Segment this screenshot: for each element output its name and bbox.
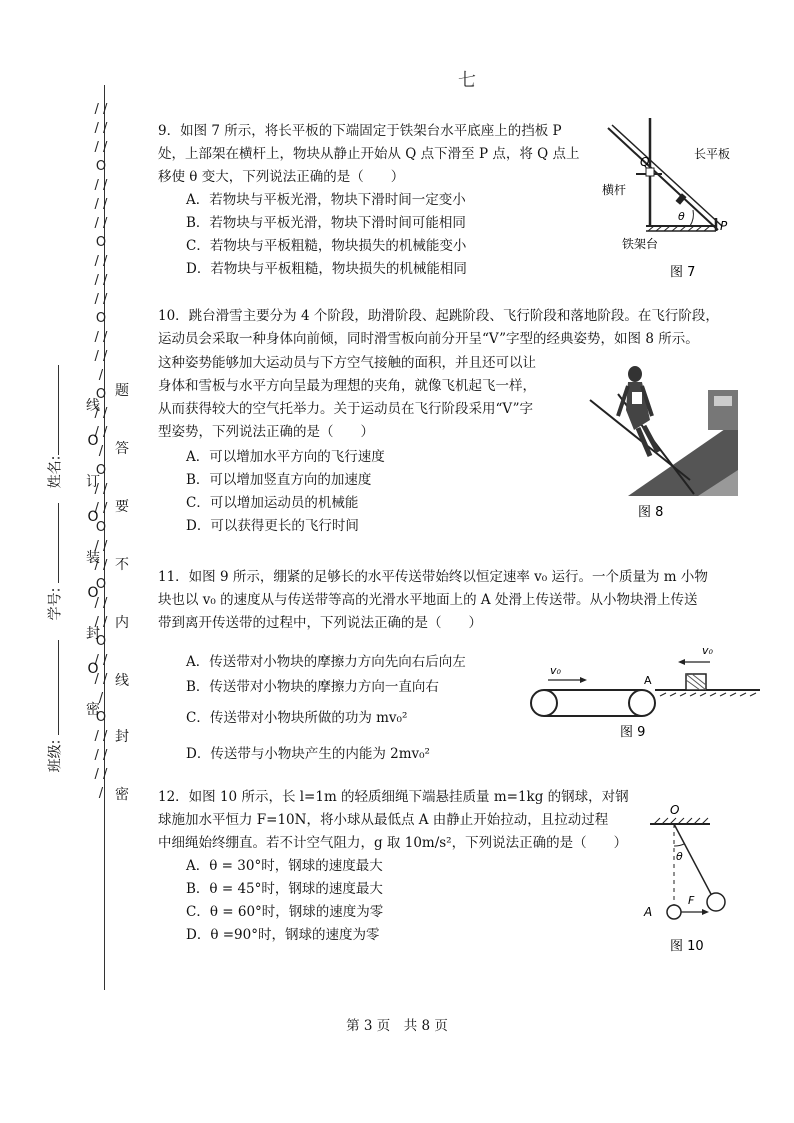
question-text-line: 这种姿势能够加大运动员与下方空气接触的面积，并且还可以让: [158, 355, 536, 371]
question-text-line: 移使 θ 变大，下列说法正确的是（ ）: [158, 169, 405, 185]
option-d[interactable]: D．θ =90°时，钢球的速度为零: [186, 927, 380, 943]
seal-char: 线: [86, 398, 100, 414]
fig10-caption: 图 10: [670, 939, 704, 954]
binding-char: 线: [115, 673, 129, 689]
option-a[interactable]: A．若物块与平板光滑，物块下滑时间一定变小: [186, 192, 466, 208]
class-label: 班级:: [47, 739, 64, 773]
binding-char: 内: [115, 615, 129, 631]
question-text-line: 运动员会采取一种身体向前倾，同时滑雪板向前分开呈“V”字型的经典姿势，如图 8 所示。: [158, 331, 699, 347]
page-footer: 第 3 页 共 8 页: [346, 1018, 448, 1034]
question-text-line: 块也以 v₀ 的速度从与传送带等高的光滑水平地面上的 A 处滑上传送带。从小物块滑上传送: [158, 592, 698, 608]
fig7-label-p: P: [720, 219, 728, 233]
question-text-line: 从而获得较大的空气托举力。关于运动员在飞行阶段采用“V”字: [158, 401, 534, 417]
name-label: 姓名:: [47, 455, 64, 489]
fig9-label-v0-block: v₀: [702, 644, 713, 657]
fig10-label-theta: θ: [676, 850, 683, 863]
question-text-line: 10．跳台滑雪主要分为 4 个阶段，助滑阶段、起跳阶段、飞行阶段和落地阶段。在飞行阶段，: [158, 308, 719, 324]
name-underline: [58, 365, 59, 455]
question-9: [158, 120, 608, 281]
option-c[interactable]: C．传送带对小物块所做的功为 mv₀²: [186, 710, 408, 726]
question-text-line: 9．如图 7 所示，将长平板的下端固定于铁架台水平底座上的挡板 P: [158, 123, 562, 139]
option-a[interactable]: A．θ = 30°时，钢球的速度最大: [186, 858, 383, 874]
question-text-line: 中细绳始终绷直。若不计空气阻力，g 取 10m/s²，下列说法正确的是（ ）: [158, 835, 628, 851]
option-b[interactable]: B．传送带对小物块的摩擦力方向一直向右: [186, 679, 439, 695]
fig7-label-theta: θ: [678, 210, 685, 223]
fig9-label-v0-belt: v₀: [550, 664, 561, 677]
name-field[interactable]: [44, 456, 84, 496]
question-text-line: 球施加水平恒力 F=10N，将小球从最低点 A 由静止开始拉动，且拉动过程: [158, 812, 609, 828]
option-d[interactable]: D．可以获得更长的飞行时间: [186, 518, 359, 534]
option-d[interactable]: D．传送带与小物块产生的内能为 2mv₀²: [186, 746, 430, 762]
figure-7: [598, 118, 768, 288]
question-text-line: 带到离开传送带的过程中，下列说法正确的是（ ）: [158, 615, 482, 631]
binding-char: 要: [115, 499, 129, 515]
binding-char: 封: [115, 729, 129, 745]
figure-9: [520, 640, 770, 740]
seal-char: 装: [86, 550, 100, 566]
option-c[interactable]: C．θ = 60°时，钢球的速度为零: [186, 904, 384, 920]
question-text-line: 型姿势，下列说法正确的是（ ）: [158, 424, 374, 440]
figure-10: [640, 800, 740, 960]
question-11-options: [186, 650, 516, 772]
question-text-line: 处，上部架在横杆上，物块从静止开始从 Q 点下滑至 P 点，将 Q 点上: [158, 146, 580, 162]
question-10: [158, 352, 578, 538]
fig7-label-crossbar: 横杆: [602, 183, 627, 197]
student-id-field[interactable]: [44, 588, 84, 628]
binding-char: 答: [115, 441, 129, 457]
fig7-label-board: 长平板: [694, 147, 731, 161]
binding-char: 不: [115, 557, 129, 573]
question-text-line: 12．如图 10 所示，长 l=1m 的轻质细绳下端悬挂质量 m=1kg 的钢球，对钢: [158, 789, 629, 805]
fig9-label-a: A: [644, 674, 652, 687]
option-b[interactable]: B．若物块与平板光滑，物块下滑时间可能相同: [186, 215, 466, 231]
option-d[interactable]: D．若物块与平板粗糙，物块损失的机械能相同: [186, 261, 467, 277]
header-mark: 七: [458, 70, 476, 91]
fig7-label-q: Q: [640, 155, 650, 169]
fig10-label-o: O: [670, 803, 680, 817]
option-a[interactable]: A．传送带对小物块的摩擦力方向先向右后向左: [186, 654, 466, 670]
fig7-caption: 图 7: [670, 265, 696, 280]
fig10-label-f: F: [688, 894, 695, 907]
fig10-label-a: A: [644, 905, 653, 919]
class-underline: [58, 640, 59, 735]
student-id-label: 学号:: [47, 587, 64, 621]
binding-char: 题: [115, 383, 129, 399]
fig7-label-stand: 铁架台: [622, 237, 659, 251]
question-12: [158, 786, 638, 947]
figure-8: [588, 360, 738, 520]
option-b[interactable]: B．θ = 45°时，钢球的速度最大: [186, 881, 383, 897]
binding-char: 密: [115, 787, 129, 803]
seal-char: O: [87, 509, 99, 525]
option-b[interactable]: B．可以增加竖直方向的加速度: [186, 472, 372, 488]
student-id-underline: [58, 503, 59, 583]
question-text-line: 身体和雪板与水平方向呈最为理想的夹角，就像飞机起飞一样，: [158, 378, 536, 394]
seal-char: 封: [86, 626, 100, 642]
question-11: [158, 566, 768, 635]
class-field[interactable]: [44, 740, 84, 780]
fig8-caption: 图 8: [638, 505, 664, 520]
option-c[interactable]: C．若物块与平板粗糙，物块损失的机械能变小: [186, 238, 467, 254]
seal-char: 密: [86, 702, 100, 718]
option-c[interactable]: C．可以增加运动员的机械能: [186, 495, 359, 511]
fig9-caption: 图 9: [620, 725, 646, 740]
seal-char: O: [87, 585, 99, 601]
question-10-intro: [158, 305, 768, 351]
seal-char: O: [87, 661, 99, 677]
binding-slash-marks: / / / / / / O / / / / / / O / / / / / / O / / / / / O / / / / / O / / / / O / / / / O / / / / O / / / / / O / / / / / / /: [94, 102, 108, 801]
seal-char: O: [87, 433, 99, 449]
seal-char: 订: [86, 474, 100, 490]
question-text-line: 11．如图 9 所示，绷紧的足够长的水平传送带始终以恒定速率 v₀ 运行。一个质量为 m 小物: [158, 569, 708, 585]
option-a[interactable]: A．可以增加水平方向的飞行速度: [186, 449, 385, 465]
